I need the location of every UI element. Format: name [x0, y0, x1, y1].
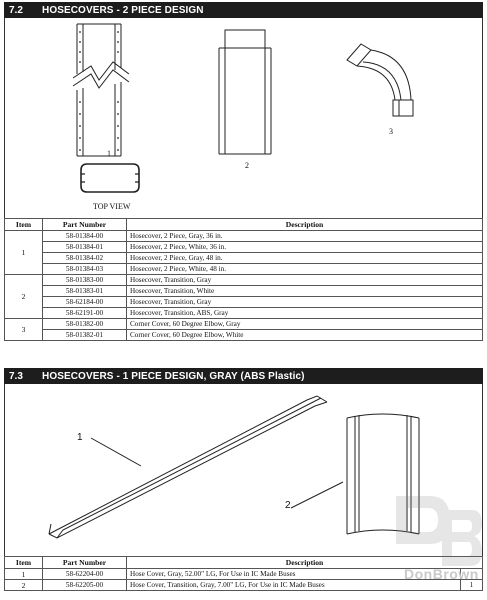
- description: Hosecover, Transition, ABS, Gray: [127, 308, 483, 319]
- section-number: 7.2: [9, 4, 23, 16]
- table-row: [5, 264, 483, 275]
- table-row: [5, 253, 483, 264]
- description: Corner Cover, 60 Degree Elbow, White: [127, 330, 483, 341]
- table-row: [5, 297, 483, 308]
- part-number: 58-62191-00: [43, 308, 127, 319]
- table-row: [5, 319, 483, 330]
- section-title: HOSECOVERS - 2 PIECE DESIGN: [42, 4, 204, 16]
- table-row: [5, 242, 483, 253]
- part-number: 58-01384-01: [43, 242, 127, 253]
- header-part-number: Part Number: [43, 219, 127, 231]
- hosecover-2-piece-illustration: [69, 22, 139, 162]
- part-number: 58-01382-01: [43, 330, 127, 341]
- header-description: Description: [127, 219, 483, 231]
- description: Hosecover, Transition, Gray: [127, 275, 483, 286]
- figure-label-item-2: 2: [245, 161, 249, 170]
- table-row: [5, 275, 483, 286]
- header-part-number: Part Number: [43, 557, 127, 569]
- top-view-illustration: [77, 158, 147, 198]
- section-7-2-figure: [4, 18, 483, 218]
- section-title: HOSECOVERS - 1 PIECE DESIGN, GRAY (ABS Plastic): [42, 370, 305, 382]
- section-7-2-header: [4, 2, 483, 18]
- header-item: Item: [5, 557, 43, 569]
- watermark-text: DonBrown: [404, 566, 479, 582]
- elbow-illustration: [339, 38, 419, 128]
- part-number: 58-62205-00: [43, 580, 127, 591]
- top-view-label: TOP VIEW: [93, 202, 131, 211]
- description: Hosecover, Transition, Gray: [127, 297, 483, 308]
- table-row: [5, 330, 483, 341]
- figure-label-item-3: 3: [389, 127, 393, 136]
- table-row: [5, 308, 483, 319]
- transition-illustration: [215, 28, 275, 158]
- description: Hosecover, 2 Piece, White, 36 in.: [127, 242, 483, 253]
- description: Hose Cover, Transition, Gray, 7.00" LG, For Use in IC Made Buses: [127, 580, 461, 591]
- figure-label-item-1: 1: [77, 432, 83, 443]
- figure-label-item-1: 1: [107, 149, 111, 158]
- part-number: 58-01382-00: [43, 319, 127, 330]
- description: Corner Cover, 60 Degree Elbow, Gray: [127, 319, 483, 330]
- header-description: Description: [127, 557, 483, 569]
- part-number: 58-62204-00: [43, 569, 127, 580]
- part-number: 58-01384-00: [43, 231, 127, 242]
- leader-line-1: [85, 430, 145, 470]
- section-number: 7.3: [9, 370, 23, 382]
- part-number: 58-01383-00: [43, 275, 127, 286]
- part-number: 58-01384-02: [43, 253, 127, 264]
- description: Hosecover, 2 Piece, Gray, 48 in.: [127, 253, 483, 264]
- part-number: 58-62184-00: [43, 297, 127, 308]
- section-7-2-parts-table: [4, 218, 483, 341]
- table-row: [5, 286, 483, 297]
- description: Hosecover, 2 Piece, Gray, 36 in.: [127, 231, 483, 242]
- section-7-3-header: [4, 368, 483, 384]
- item-number: 1: [5, 231, 43, 275]
- item-number: 3: [5, 319, 43, 341]
- description: Hosecover, 2 Piece, White, 48 in.: [127, 264, 483, 275]
- figure-label-item-2: 2: [285, 500, 291, 511]
- description: Hosecover, Transition, White: [127, 286, 483, 297]
- part-number: 58-01384-03: [43, 264, 127, 275]
- header-item: Item: [5, 219, 43, 231]
- leader-line-2: [287, 478, 347, 512]
- quantity: 1: [461, 580, 483, 591]
- table-header-row: [5, 219, 483, 231]
- item-number: 1: [5, 569, 43, 580]
- part-number: 58-01383-01: [43, 286, 127, 297]
- table-row: [5, 231, 483, 242]
- description: Hose Cover, Gray, 52.00" LG, For Use in IC Made Buses: [127, 569, 461, 580]
- item-number: 2: [5, 275, 43, 319]
- item-number: 2: [5, 580, 43, 591]
